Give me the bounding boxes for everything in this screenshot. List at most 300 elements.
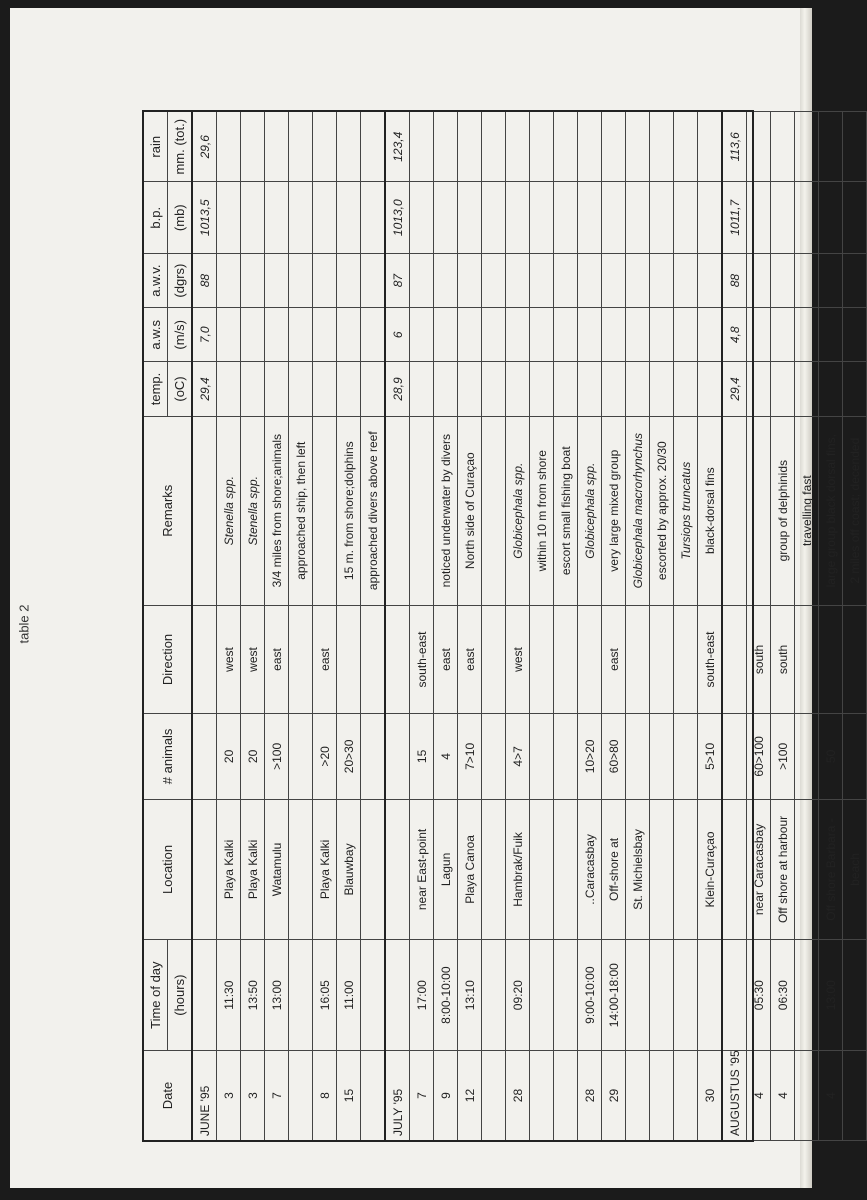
direction-cell	[385, 605, 410, 713]
direction-cell	[674, 605, 698, 713]
date-cell: 8	[313, 1051, 337, 1141]
awv-cell	[530, 253, 554, 307]
remarks-cell	[410, 416, 434, 605]
time-cell	[385, 940, 410, 1051]
rain-cell	[530, 112, 554, 182]
animals-cell: 50	[819, 714, 843, 799]
awv-cell	[674, 253, 698, 307]
animals-cell: 15	[410, 714, 434, 799]
awv-cell	[602, 253, 626, 307]
header-aws-unit: (m/s)	[168, 308, 193, 362]
date-cell: 3	[217, 1051, 241, 1141]
header-direction: Direction	[144, 605, 193, 713]
table-body	[192, 112, 867, 1141]
remarks-cell: travelling fast	[795, 416, 819, 605]
time-cell: 05:30	[747, 940, 771, 1051]
rain-cell	[217, 112, 241, 182]
bp-cell	[626, 182, 650, 254]
animals-cell: 20>30	[337, 714, 361, 799]
date-cell	[674, 1051, 698, 1141]
header-animals: # animals	[144, 714, 193, 799]
date-cell: AUGUSTUS '95	[722, 1051, 747, 1141]
location-cell	[650, 799, 674, 940]
bp-cell	[313, 182, 337, 254]
bp-cell	[578, 182, 602, 254]
rain-cell	[265, 112, 289, 182]
temp-cell	[771, 362, 795, 416]
header-date: Date	[144, 1051, 193, 1141]
direction-cell	[626, 605, 650, 713]
direction-cell	[722, 605, 747, 713]
temp-cell	[361, 362, 386, 416]
aws-cell	[674, 308, 698, 362]
rain-cell	[506, 112, 530, 182]
direction-cell	[819, 605, 843, 713]
animals-cell: 60>80	[602, 714, 626, 799]
animals-cell	[192, 714, 217, 799]
time-cell	[674, 940, 698, 1051]
remarks-cell: Stenella spp.	[241, 416, 265, 605]
page-label: table 2	[16, 604, 32, 644]
date-cell: JULY '95	[385, 1051, 410, 1141]
animals-cell	[626, 714, 650, 799]
bp-cell	[482, 182, 506, 254]
bp-cell	[458, 182, 482, 254]
aws-cell	[578, 308, 602, 362]
header-bp-unit: (mb)	[168, 182, 193, 254]
rain-cell	[313, 112, 337, 182]
date-cell	[843, 1051, 867, 1141]
location-cell: ..Caracasbay	[578, 799, 602, 940]
location-cell	[192, 799, 217, 940]
animals-cell: 10>20	[578, 714, 602, 799]
location-cell: Klein-Curaçao	[698, 799, 723, 940]
direction-cell: east	[313, 605, 337, 713]
aws-cell	[361, 308, 386, 362]
month-row	[385, 112, 410, 1141]
remarks-cell: Stenella spp.	[217, 416, 241, 605]
observation-table-container	[143, 111, 862, 1141]
awv-cell	[337, 253, 361, 307]
remarks-cell: very large mixed group	[602, 416, 626, 605]
location-cell: Playa Canoa	[458, 799, 482, 940]
direction-cell: west	[217, 605, 241, 713]
rain-cell: 123,4	[385, 112, 410, 182]
remarks-cell: 2 miles off coast; decended	[843, 416, 867, 605]
time-cell	[722, 940, 747, 1051]
aws-cell	[626, 308, 650, 362]
time-cell	[361, 940, 386, 1051]
direction-cell	[578, 605, 602, 713]
date-cell: 12	[458, 1051, 482, 1141]
bp-cell	[795, 182, 819, 254]
awv-cell	[458, 253, 482, 307]
table-row	[626, 112, 650, 1141]
time-cell	[795, 940, 819, 1051]
table-row	[843, 112, 867, 1141]
awv-cell	[650, 253, 674, 307]
table-row	[530, 112, 554, 1141]
remarks-cell: approached ship, then left	[289, 416, 313, 605]
table-row	[434, 112, 458, 1141]
direction-cell: east	[434, 605, 458, 713]
temp-cell	[843, 362, 867, 416]
aws-cell	[337, 308, 361, 362]
temp-cell	[265, 362, 289, 416]
header-temp-unit: (oC)	[168, 362, 193, 416]
aws-cell	[217, 308, 241, 362]
bp-cell	[506, 182, 530, 254]
bp-cell: 1013,5	[192, 182, 217, 254]
aws-cell	[482, 308, 506, 362]
header-bp: b.p.	[144, 182, 168, 254]
table-row	[458, 112, 482, 1141]
table-row	[265, 112, 289, 1141]
direction-cell: south-east	[698, 605, 723, 713]
temp-cell	[241, 362, 265, 416]
animals-cell: 7>10	[458, 714, 482, 799]
awv-cell	[241, 253, 265, 307]
rain-cell	[771, 112, 795, 182]
table-row	[482, 112, 506, 1141]
remarks-cell: Globicephala macrorhynchus	[626, 416, 650, 605]
awv-cell	[506, 253, 530, 307]
aws-cell	[434, 308, 458, 362]
animals-cell	[554, 714, 578, 799]
bp-cell	[410, 182, 434, 254]
rain-cell	[434, 112, 458, 182]
awv-cell	[795, 253, 819, 307]
direction-cell: south	[747, 605, 771, 713]
bp-cell	[434, 182, 458, 254]
observation-table	[143, 111, 867, 1141]
aws-cell	[771, 308, 795, 362]
time-cell: 8:00-10:00	[434, 940, 458, 1051]
table-row	[361, 112, 386, 1141]
awv-cell	[482, 253, 506, 307]
date-cell	[650, 1051, 674, 1141]
awv-cell	[410, 253, 434, 307]
table-row	[506, 112, 530, 1141]
bp-cell	[361, 182, 386, 254]
time-cell: 11:30	[217, 940, 241, 1051]
date-cell	[795, 1051, 819, 1141]
table-row	[337, 112, 361, 1141]
direction-cell	[650, 605, 674, 713]
direction-cell	[843, 605, 867, 713]
remarks-cell	[192, 416, 217, 605]
animals-cell: 60>100	[747, 714, 771, 799]
date-cell	[626, 1051, 650, 1141]
rain-cell	[554, 112, 578, 182]
animals-cell	[385, 714, 410, 799]
aws-cell	[458, 308, 482, 362]
table-row	[674, 112, 698, 1141]
awv-cell	[843, 253, 867, 307]
awv-cell: 87	[385, 253, 410, 307]
bp-cell	[217, 182, 241, 254]
header-row	[144, 112, 168, 1141]
table-row	[578, 112, 602, 1141]
date-cell: 28	[506, 1051, 530, 1141]
temp-cell	[626, 362, 650, 416]
time-cell	[698, 940, 723, 1051]
temp-cell	[410, 362, 434, 416]
date-cell: 4	[819, 1051, 843, 1141]
animals-cell	[795, 714, 819, 799]
temp-cell	[434, 362, 458, 416]
awv-cell	[217, 253, 241, 307]
aws-cell	[747, 308, 771, 362]
awv-cell: 88	[722, 253, 747, 307]
rain-cell	[482, 112, 506, 182]
table-row	[313, 112, 337, 1141]
time-cell: 9:00-10:00	[578, 940, 602, 1051]
date-cell	[289, 1051, 313, 1141]
remarks-cell	[722, 416, 747, 605]
awv-cell	[698, 253, 723, 307]
animals-cell	[482, 714, 506, 799]
temp-cell	[602, 362, 626, 416]
date-cell: 4	[747, 1051, 771, 1141]
time-cell: 13:50	[241, 940, 265, 1051]
rain-cell	[650, 112, 674, 182]
direction-cell	[554, 605, 578, 713]
remarks-cell	[482, 416, 506, 605]
bp-cell	[602, 182, 626, 254]
direction-cell: west	[506, 605, 530, 713]
date-cell: 4	[771, 1051, 795, 1141]
aws-cell	[843, 308, 867, 362]
header-rain: rain	[144, 112, 168, 182]
aws-cell: 4,8	[722, 308, 747, 362]
table-row	[819, 112, 843, 1141]
direction-cell	[795, 605, 819, 713]
header-rain-unit: mm. (tot.)	[168, 112, 193, 182]
aws-cell	[650, 308, 674, 362]
location-cell: St. Michielsbay	[626, 799, 650, 940]
rain-cell	[698, 112, 723, 182]
direction-cell: east	[458, 605, 482, 713]
animals-cell: 4>7	[506, 714, 530, 799]
location-cell: Lagun	[434, 799, 458, 940]
animals-cell: 20	[217, 714, 241, 799]
direction-cell: east	[602, 605, 626, 713]
bp-cell: 1013,0	[385, 182, 410, 254]
temp-cell	[819, 362, 843, 416]
time-cell	[843, 940, 867, 1051]
header-awv: a.w.v.	[144, 253, 168, 307]
location-cell	[361, 799, 386, 940]
direction-cell	[289, 605, 313, 713]
aws-cell	[602, 308, 626, 362]
location-cell: Playa Kalki	[241, 799, 265, 940]
aws-cell	[506, 308, 530, 362]
temp-cell	[458, 362, 482, 416]
bp-cell	[747, 182, 771, 254]
bp-cell	[289, 182, 313, 254]
direction-cell: east	[265, 605, 289, 713]
location-cell: near East-point	[410, 799, 434, 940]
location-cell: Off shore Barbara -	[819, 799, 843, 940]
animals-cell: 4	[434, 714, 458, 799]
rain-cell	[795, 112, 819, 182]
aws-cell	[795, 308, 819, 362]
animals-cell	[843, 714, 867, 799]
date-cell: 30	[698, 1051, 723, 1141]
bp-cell	[241, 182, 265, 254]
bp-cell	[674, 182, 698, 254]
awv-cell	[747, 253, 771, 307]
temp-cell: 29,4	[722, 362, 747, 416]
aws-cell: 6	[385, 308, 410, 362]
temp-cell: 28,9	[385, 362, 410, 416]
date-cell: 15	[337, 1051, 361, 1141]
aws-cell	[289, 308, 313, 362]
awv-cell: 88	[192, 253, 217, 307]
table-row	[289, 112, 313, 1141]
animals-cell	[361, 714, 386, 799]
time-cell: 17:00	[410, 940, 434, 1051]
table-row	[217, 112, 241, 1141]
temp-cell	[313, 362, 337, 416]
location-cell	[795, 799, 819, 940]
temp-cell	[530, 362, 554, 416]
location-cell: Playa Kalki	[217, 799, 241, 940]
header-location: Location	[144, 799, 193, 940]
direction-cell: west	[241, 605, 265, 713]
location-cell	[554, 799, 578, 940]
bp-cell	[337, 182, 361, 254]
rain-cell: 29,6	[192, 112, 217, 182]
time-cell	[626, 940, 650, 1051]
animals-cell	[722, 714, 747, 799]
aws-cell: 7,0	[192, 308, 217, 362]
temp-cell	[337, 362, 361, 416]
time-cell: 13:00	[265, 940, 289, 1051]
date-cell: JUNE '95	[192, 1051, 217, 1141]
direction-cell	[361, 605, 386, 713]
temp-cell	[674, 362, 698, 416]
header-time: Time of day	[144, 940, 168, 1051]
header-aws: a.w.s	[144, 308, 168, 362]
awv-cell	[578, 253, 602, 307]
time-cell: 13:00	[819, 940, 843, 1051]
remarks-cell: Tursiops truncatus	[674, 416, 698, 605]
time-cell: 13:10	[458, 940, 482, 1051]
time-cell: 16:05	[313, 940, 337, 1051]
aws-cell	[819, 308, 843, 362]
location-cell: near Caracasbay	[747, 799, 771, 940]
time-cell	[482, 940, 506, 1051]
location-cell: Playa Kalki	[313, 799, 337, 940]
location-cell: Hambrak/Fuik	[506, 799, 530, 940]
awv-cell	[626, 253, 650, 307]
location-cell: Off shore at harbour	[771, 799, 795, 940]
time-cell	[650, 940, 674, 1051]
location-cell	[385, 799, 410, 940]
remarks-cell: escorted by approx. 20/30	[650, 416, 674, 605]
date-cell	[482, 1051, 506, 1141]
remarks-cell: Globicephala spp.	[506, 416, 530, 605]
rain-cell	[361, 112, 386, 182]
temp-cell	[578, 362, 602, 416]
temp-cell	[747, 362, 771, 416]
time-cell	[289, 940, 313, 1051]
remarks-cell: within 10 m from shore	[530, 416, 554, 605]
time-cell: 09:20	[506, 940, 530, 1051]
remarks-cell: approached divers above reef	[361, 416, 386, 605]
aws-cell	[241, 308, 265, 362]
animals-cell: 20	[241, 714, 265, 799]
bp-cell	[530, 182, 554, 254]
awv-cell	[361, 253, 386, 307]
time-cell	[530, 940, 554, 1051]
awv-cell	[313, 253, 337, 307]
animals-cell	[530, 714, 554, 799]
temp-cell	[289, 362, 313, 416]
rain-cell	[747, 112, 771, 182]
remarks-cell: 15 m. from shore;dolphins	[337, 416, 361, 605]
awv-cell	[265, 253, 289, 307]
remarks-cell: 3/4 miles from shore;animals	[265, 416, 289, 605]
animals-cell: >20	[313, 714, 337, 799]
temp-cell	[650, 362, 674, 416]
header-awv-unit: (dgrs)	[168, 253, 193, 307]
location-cell	[674, 799, 698, 940]
direction-cell: south-east	[410, 605, 434, 713]
header-remarks: Remarks	[144, 416, 193, 605]
temp-cell	[795, 362, 819, 416]
awv-cell	[554, 253, 578, 307]
animals-cell	[674, 714, 698, 799]
bp-cell: 1011,7	[722, 182, 747, 254]
aws-cell	[698, 308, 723, 362]
remarks-cell: black-dorsal fins	[698, 416, 723, 605]
table-row	[554, 112, 578, 1141]
remarks-cell: noticed underwater by divers	[434, 416, 458, 605]
animals-cell: >100	[265, 714, 289, 799]
remarks-cell: large group black dorsal fins,	[819, 416, 843, 605]
rain-cell	[458, 112, 482, 182]
bp-cell	[554, 182, 578, 254]
table-row	[650, 112, 674, 1141]
table-row	[241, 112, 265, 1141]
month-row	[722, 112, 747, 1141]
date-cell: 7	[410, 1051, 434, 1141]
rain-cell	[578, 112, 602, 182]
date-cell: 7	[265, 1051, 289, 1141]
header-time-unit: (hours)	[168, 940, 193, 1051]
animals-cell: 5>10	[698, 714, 723, 799]
time-cell: 14:00-18:00	[602, 940, 626, 1051]
temp-cell	[217, 362, 241, 416]
aws-cell	[554, 308, 578, 362]
rain-cell	[626, 112, 650, 182]
table-row	[602, 112, 626, 1141]
location-cell: Watamulu	[265, 799, 289, 940]
awv-cell	[289, 253, 313, 307]
temp-cell: 29,4	[192, 362, 217, 416]
aws-cell	[410, 308, 434, 362]
temp-cell	[506, 362, 530, 416]
table-row	[795, 112, 819, 1141]
rain-cell	[819, 112, 843, 182]
rain-cell	[843, 112, 867, 182]
date-cell	[361, 1051, 386, 1141]
time-cell: 06:30	[771, 940, 795, 1051]
aws-cell	[313, 308, 337, 362]
